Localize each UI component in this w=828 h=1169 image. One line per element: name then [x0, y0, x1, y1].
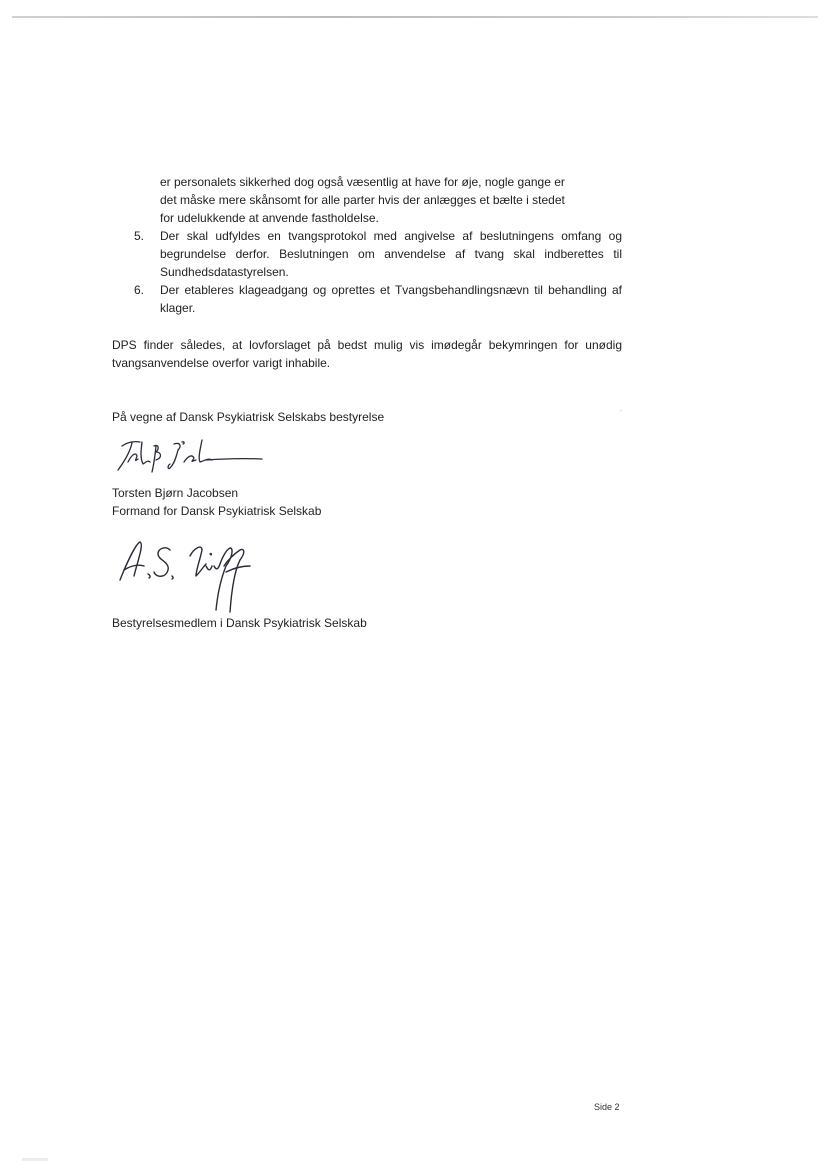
- list-item-text: Der skal udfyldes en tvangsprotokol med angivelse af beslutningens omfang og begrundelse derfor. Beslutningen om anvendelse af tvang skal indberettes til Sundhedsdatastyrelsen.: [160, 229, 622, 279]
- continuation-line: det måske mere skånsomt for alle parter hvis der anlægges et bælte i stedet: [160, 193, 565, 207]
- signature-2: [110, 530, 270, 616]
- continuation-line: for udelukkende at anvende fastholdelse.: [160, 211, 379, 225]
- signatory-1-title: Formand for Dansk Psykiatrisk Selskab: [112, 504, 322, 518]
- signatory-2-title: Bestyrelsesmedlem i Dansk Psykiatrisk Selskab: [112, 616, 367, 630]
- signatory-1-name: Torsten Bjørn Jacobsen: [112, 486, 239, 500]
- on-behalf-line: På vegne af Dansk Psykiatrisk Selskabs bestyrelse: [112, 410, 385, 424]
- scan-edge-line: [12, 16, 818, 18]
- list-item-text: Der etableres klageadgang og oprettes et Tvangsbehandlingsnævn til behandling af klager.: [160, 283, 622, 315]
- scan-speck: [22, 1158, 48, 1161]
- continuation-line: er personalets sikkerhed dog også væsentlig at have for øje, nogle gange er: [160, 175, 565, 189]
- numbered-list: [134, 227, 622, 317]
- signature-1: [110, 432, 270, 484]
- page-number: Side 2: [594, 1102, 620, 1112]
- list-item-number: 5.: [134, 229, 145, 243]
- scan-speck: [620, 410, 622, 411]
- continuation-paragraph: [160, 173, 622, 227]
- list-item: [134, 281, 622, 317]
- conclusion-paragraph: DPS finder således, at lovforslaget på bedst mulig vis imødegår bekymringen for unødig tvangsanvendelse overfor varigt inhabile.: [112, 338, 622, 370]
- list-item-number: 6.: [134, 283, 145, 297]
- list-item: [134, 227, 622, 281]
